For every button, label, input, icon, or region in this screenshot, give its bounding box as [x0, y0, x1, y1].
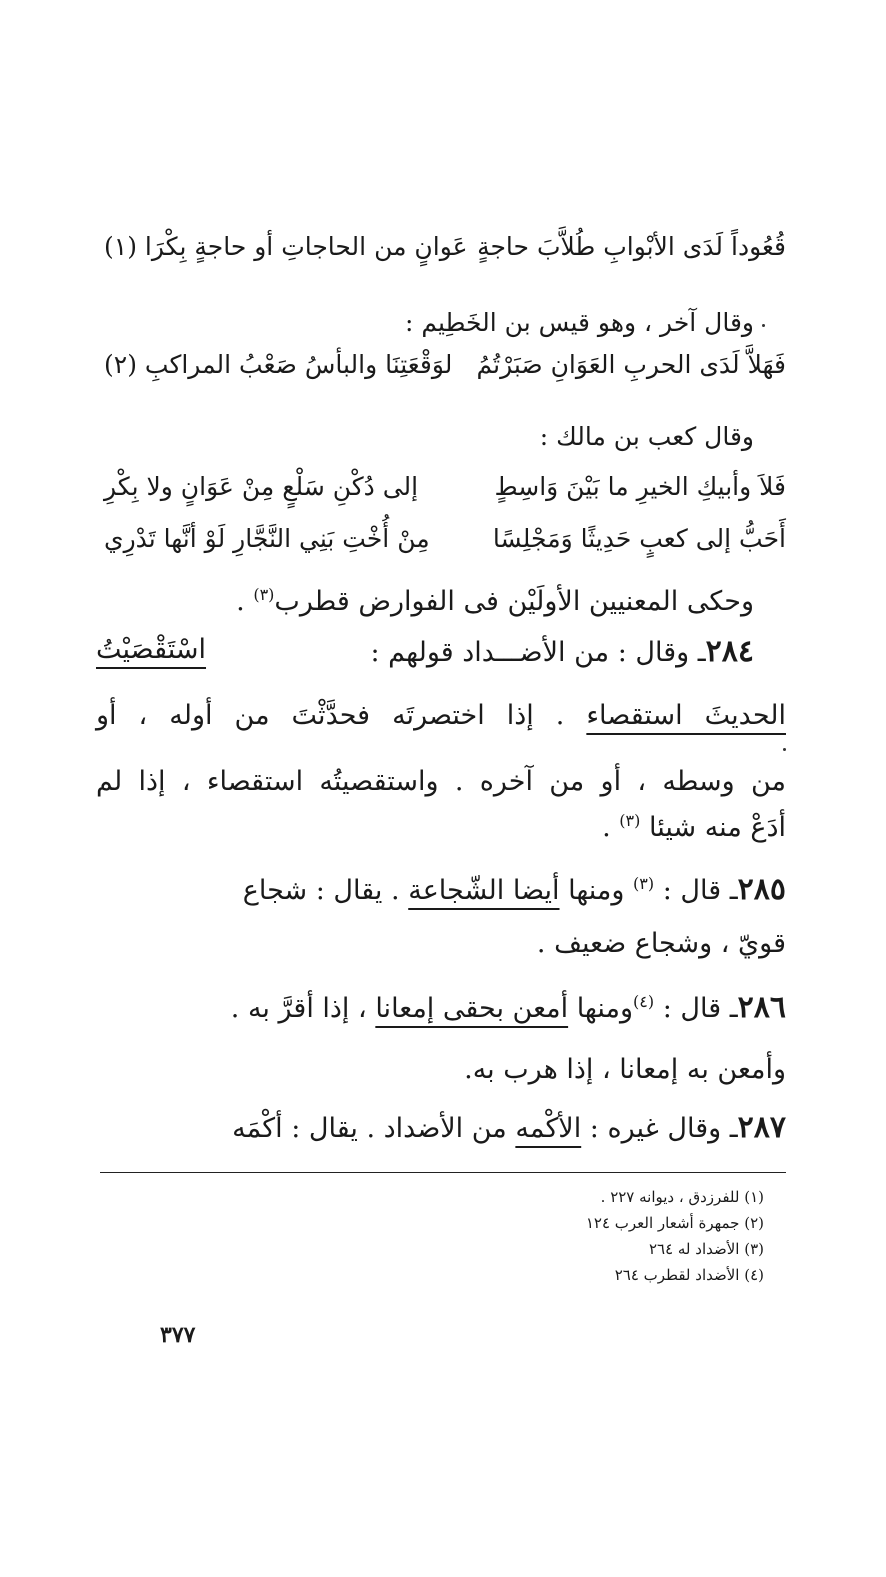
entry-285-line-1 — [96, 872, 786, 907]
entry-285-line-2: قويّ ، وشجاع ضعيف . — [536, 928, 786, 959]
entry-286-intro: ـ قال : — [662, 993, 738, 1024]
footnote-separator — [100, 1172, 786, 1173]
scan-speck — [783, 748, 786, 751]
entry-287-intro: ـ وقال غيره : — [589, 1113, 738, 1144]
verse-2-intro: وقال آخر ، وهو قيس بن الخَطِيم : — [404, 308, 754, 337]
entry-287-term: الأكْمه — [515, 1113, 582, 1144]
entry-287-line-1 — [96, 1110, 786, 1145]
entry-285-rest: . يقال : شجاع — [242, 875, 400, 906]
verse-1-second-hemistich: عَوانٍ من الحاجاتِ أو حاجةٍ بِكْرَا (١) — [104, 232, 468, 261]
entry-284-line-2 — [96, 700, 786, 731]
closing-text: وحكى المعنيين الأولَيْن فى الفوارض قطرب — [274, 586, 754, 617]
entry-286-rest: ، إذا أقرَّ به . — [230, 993, 367, 1024]
entry-286-line-1 — [96, 990, 786, 1025]
entry-285-intro: ـ قال : — [662, 875, 738, 906]
footnote-1: (١) للفرزدق ، ديوانه ٢٢٧ . — [600, 1188, 764, 1206]
entry-284-line-4-text: أدَعْ منه شيئا — [648, 812, 786, 843]
verse-3-intro: وقال كعب بن مالك : — [539, 422, 754, 451]
verse-2-second-hemistich: لوَقْعَتِنَا والبأسُ صَعْبُ المراكبِ (٢) — [104, 350, 453, 379]
entry-285-mid: ومنها — [568, 875, 625, 906]
verse-4-first-hemistich: أَحَبُّ إلى كعبٍ حَدِيثًا وَمَجْلِسًا — [492, 524, 786, 553]
entry-284-term: اسْتَقْصَيْتُ — [96, 634, 207, 665]
entry-286-line-2: وأمعن به إمعانا ، إذا هرب به. — [464, 1054, 786, 1085]
entry-284-intro: ـ وقال : من الأضـــداد قولهم : — [370, 637, 706, 668]
verse-4-second-hemistich: مِنْ أُخْتِ بَنِي النَّجَّارِ لَوْ أنَّها تَدْرِي — [104, 524, 430, 553]
entry-284-line-4: أدَعْ منه شيئا $^{(٣)}$ . — [602, 811, 786, 843]
closing-line: وحكى المعنيين الأولَيْن فى الفوارض قطرب$^{(٣)}$ . — [236, 585, 754, 617]
footnote-3: (٣) الأضداد له ٢٦٤ — [648, 1240, 764, 1258]
footnote-ref-4: (٤) — [633, 992, 655, 1011]
entry-284-term-2: الحديثَ استقصاء — [586, 700, 786, 731]
entry-286-number: ٢٨٦ — [737, 990, 786, 1025]
footnote-ref-3: (٣) — [253, 585, 275, 604]
page-number: ٣٧٧ — [160, 1322, 196, 1348]
verse-3-first-hemistich: فَلاَ وأبيكِ الخيرِ ما بَيْنَ وَاسِطٍ — [494, 472, 786, 501]
entry-287-rest: من الأضداد . يقال : أكْمَه — [232, 1113, 507, 1144]
entry-287-number: ٢٨٧ — [737, 1110, 786, 1145]
entry-286-term: أمعن بحقى إمعانا — [375, 993, 569, 1024]
footnote-2: (٢) جمهرة أشعار العرب ١٢٤ — [585, 1214, 764, 1232]
scan-speck — [762, 324, 765, 327]
verse-2-first-hemistich: فَهَلاَّ لَدَى الحربِ العَوَانِ صَبَرْتُمُ — [476, 350, 786, 379]
entry-284-line-2-text: . إذا اختصرتَه فحدَّثْتَ من أوله ، أو — [96, 700, 565, 731]
verse-3-second-hemistich: إلى دُكْنِ سَلْعٍ مِنْ عَوَانٍ ولا بِكْرِ — [104, 472, 419, 501]
footnote-ref-3c: (٣) — [633, 874, 655, 893]
entry-284-line-1 — [96, 634, 754, 669]
verse-1-first-hemistich: قُعُوداً لَدَى الأبْوابِ طُلاَّبَ حاجةٍ — [477, 232, 786, 261]
footnote-ref-3b: (٣) — [619, 811, 641, 830]
entry-286-mid: ومنها — [576, 993, 634, 1024]
footnote-4: (٤) الأضداد لقطرب ٢٦٤ — [614, 1266, 764, 1284]
entry-285-term: أيضا الشّجاعة — [408, 875, 560, 906]
entry-284-number: ٢٨٤ — [705, 634, 754, 669]
entry-285-number: ٢٨٥ — [737, 872, 786, 907]
entry-284-line-3: من وسطه ، أو من آخره . واستقصيتُه استقصاء ، إذا لم — [96, 766, 786, 797]
